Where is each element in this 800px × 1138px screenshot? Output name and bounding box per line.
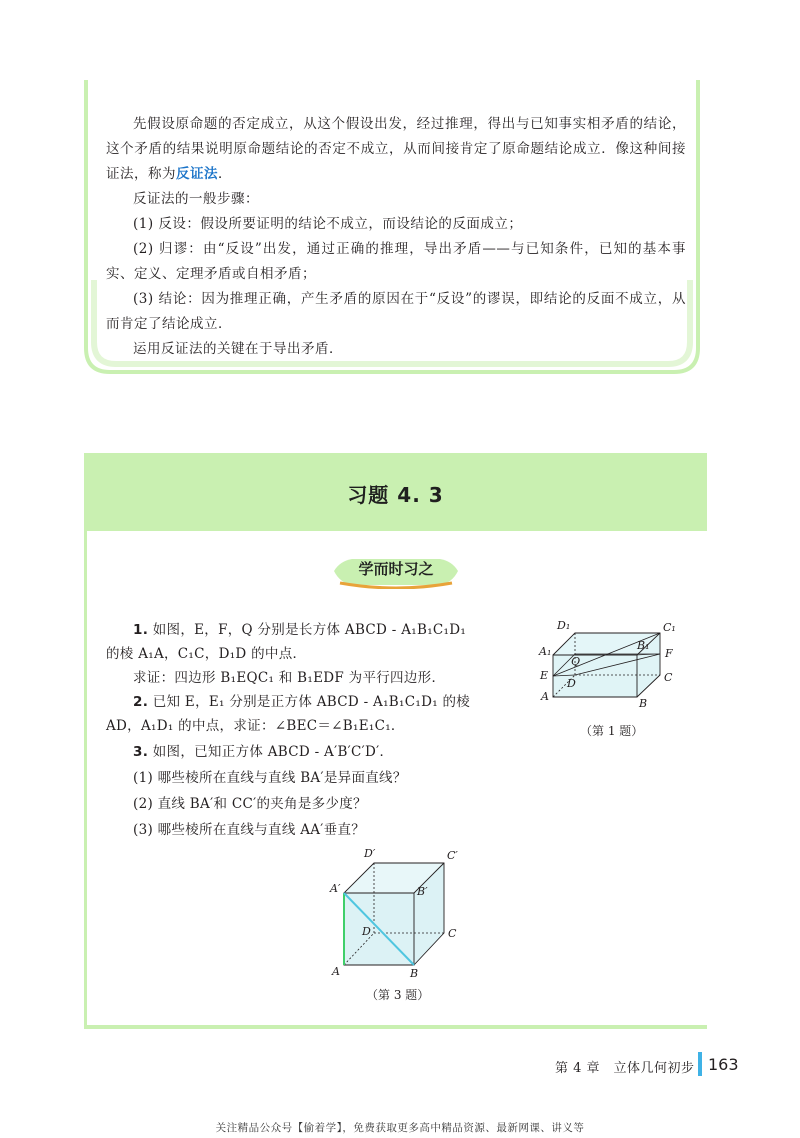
question-3-sub1: (1) 哪些棱所在直线与直线 BA′是异面直线？ — [133, 770, 407, 786]
question-3-sub3: (3) 哪些棱所在直线与直线 AA′垂直？ — [133, 822, 366, 838]
fig3-label-C: C — [448, 927, 457, 940]
term-proof-by-contradiction: 反证法 — [176, 166, 218, 182]
question-3: 3. 如图，已知正方体 ABCD - A′B′C′D′． — [133, 744, 394, 760]
exercise-left-rule — [84, 531, 87, 1028]
question-1-line2: 的棱 A₁A，C₁C，D₁D 的中点． — [106, 646, 307, 662]
fig1-label-Q: Q — [571, 655, 581, 668]
banner-text: 学而时习之 — [358, 560, 434, 578]
fig3-label-A: A — [332, 965, 340, 978]
key-point: 运用反证法的关键在于导出矛盾． — [133, 341, 343, 357]
question-2-line2: AD，A₁D₁ 的中点，求证：∠BEC＝∠B₁E₁C₁． — [106, 718, 405, 734]
question-2: 2. 已知 E，E₁ 分别是正方体 ABCD - A₁B₁C₁D₁ 的棱 — [133, 694, 471, 710]
exercise-title: 习题 4. 3 — [347, 483, 444, 507]
steps-title: 反证法的一般步骤： — [133, 191, 259, 207]
step-2: (2) 归谬：由“反设”出发，通过正确的推理，导出矛盾——与已知条件，已知的基本事实、定义、定理矛盾或自相矛盾； — [106, 241, 686, 282]
question-1-prove: 求证：四边形 B₁EQC₁ 和 B₁EDF 为平行四边形． — [133, 670, 446, 686]
fig1-label-D1: D₁ — [557, 619, 571, 632]
figure-3-cube — [328, 845, 468, 980]
fig3-label-B: B — [410, 967, 419, 980]
page-number: 163 — [708, 1055, 739, 1074]
fig1-label-F: F — [665, 647, 673, 660]
fig1-label-C: C — [664, 671, 673, 684]
step-3: (3) 结论：因为推理正确，产生矛盾的原因在于“反设”的谬误，即结论的反面不成立，从而肯定了结论成立． — [106, 291, 686, 332]
fig1-label-B1: B₁ — [637, 639, 650, 652]
promo-note: 关注精品公众号【偷着学】，免费获取更多高中精品资源、最新网课、讲义等 — [215, 1122, 585, 1134]
summary-intro: 先假设原命题的否定成立，从这个假设出发，经过推理，得出与已知事实相矛盾的结论，这个矛盾的结果说明原命题结论的否定不成立，从而间接肯定了原命题结论成立．像这种间接证法，称为反证法． — [106, 116, 686, 182]
fig1-label-D: D — [567, 677, 576, 690]
fig3-label-Bp: B′ — [417, 885, 428, 898]
fig3-label-Cp: C′ — [447, 849, 458, 862]
fig1-label-A1: A₁ — [539, 645, 552, 658]
fig1-label-C1: C₁ — [663, 621, 676, 634]
step-1: (1) 反设：假设所要证明的结论不成立，而设结论的反面成立； — [133, 216, 523, 232]
fig3-label-Ap: A′ — [330, 882, 341, 895]
fig1-label-E: E — [540, 669, 549, 682]
footer-chapter: 第 4 章 立体几何初步 — [555, 1061, 695, 1076]
figure-1-cuboid — [535, 615, 685, 710]
fig3-label-Dp: D′ — [364, 847, 376, 860]
exercise-bottom-rule — [84, 1025, 707, 1029]
question-1: 1. 如图，E，F，Q 分别是长方体 ABCD - A₁B₁C₁D₁ — [133, 622, 467, 638]
fig1-label-A: A — [541, 690, 549, 703]
footer-accent-bar — [698, 1052, 702, 1076]
fig1-label-B: B — [639, 697, 648, 710]
figure-1-caption: （第 1 题） — [580, 724, 644, 738]
fig3-label-D: D — [362, 925, 371, 938]
question-3-sub2: (2) 直线 BA′和 CC′的夹角是多少度？ — [133, 796, 367, 812]
figure-3-caption: （第 3 题） — [366, 988, 430, 1002]
exercise-header — [84, 453, 707, 531]
